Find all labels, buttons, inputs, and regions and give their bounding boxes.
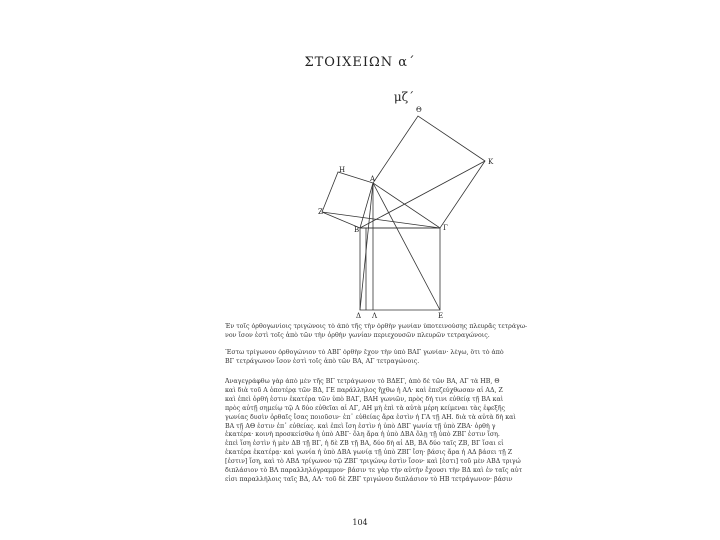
line-ae [373,183,440,310]
proof-line: καὶ ἐπεὶ ὀρθή ἐστιν ἑκατέρα τῶν ὑπὸ ΒΑΓ, ΒΑΗ γωνιῶν, πρὸς δή τινι εὐθείᾳ τῇ ΒΑ καὶ [225,395,504,403]
proof-line: ἑκατέρα ἑκατέρᾳ· καὶ γωνία ἡ ὑπὸ ΔΒΑ γωνίᾳ τῇ ὑπὸ ΖΒΓ ἴση· βάσις ἄρα ἡ ΑΔ βάσει τῇ Ζ [225,449,513,457]
proof-line: ἐπεὶ ἴση ἐστὶν ἡ μὲν ΔΒ τῇ ΒΓ, ἡ δὲ ΖΒ τῇ ΒΑ, δύο δὴ αἱ ΔΒ, ΒΑ δύο ταῖς ΖΒ, ΒΓ ἴσαι εἰ [225,440,504,448]
proof [225,378,580,485]
square-on-ba [322,172,373,228]
proof-line: ΒΑ τῇ ΑΘ ἐστιν ἐπ᾽ εὐθείας. καὶ ἐπεὶ ἴση ἐστὶν ἡ ὑπὸ ΔΒΓ γωνία τῇ ὑπὸ ΖΒΑ· ὀρθὴ γ [225,422,496,430]
proof-line: Ἀναγεγράφθω γὰρ ἀπὸ μὲν τῆς ΒΓ τετράγωνον τὸ ΒΔΕΓ, ἀπὸ δὲ τῶν ΒΑ, ΑΓ τὰ ΗΒ, Θ [225,378,500,385]
enunciation-line: νον ἴσον ἐστὶ τοῖς ἀπὸ τῶν τὴν ὀρθὴν γωνίαν περιεχουσῶν πλευρῶν τετραγώνοις. [225,331,490,339]
proof-line: εἰσι παραλλήλοις ταῖς ΒΔ, ΑΛ· τοῦ δὲ ΖΒΓ τριγώνου διπλάσιον τὸ ΗΒ τετράγωνον· βάσιν [225,475,513,483]
line-ad [360,183,373,310]
label-b: B [354,226,360,234]
running-header: ΣΤΟΙΧΕΙΩΝ α΄ [304,55,416,70]
setting-out [225,349,580,367]
page-number: 104 [352,518,368,527]
proof-line: γωνίας δυσὶν ὀρθαῖς ἴσας ποιοῦσιν· ἐπ᾽ εὐθείας ἄρα ἐστὶν ἡ ΓΑ τῇ ΑΗ. διὰ τὰ αὐτὰ δὴ καὶ [225,413,516,421]
label-a: A [370,175,376,183]
square-bdeg [360,228,440,310]
proposition-number: μζ΄ [393,90,415,104]
label-k: K [488,158,494,166]
enunciation-line: Ἐν τοῖς ὀρθογωνίοις τριγώνοις τὸ ἀπὸ τῆς τὴν ὀρθὴν γωνίαν ὑποτεινούσης πλευρᾶς τετράγω- [225,323,528,330]
proof-line: καὶ διὰ τοῦ Α ὁποτέρᾳ τῶν ΒΔ, ΓΕ παράλληλος ἤχθω ἡ ΑΛ· καὶ ἐπεζεύχθωσαν αἱ ΑΔ, Ζ [225,386,503,394]
proof-line: [ἐστιν] ἴση, καὶ τὸ ΑΒΔ τρίγωνον τῷ ΖΒΓ τριγώνῳ ἐστὶν ἴσον· καὶ [ἐστι] τοῦ μὲν ΑΒΔ τριγώ [225,458,521,466]
label-g: Γ [443,224,448,232]
setting-out-line: Ἔστω τρίγωνον ὀρθογώνιον τὸ ΑΒΓ ὀρθὴν ἔχον τὴν ὑπὸ ΒΑΓ γωνίαν· λέγω, ὅτι τὸ ἀπὸ [225,349,504,356]
label-z: Z [318,208,323,216]
label-d: Δ [356,312,362,320]
label-l: Λ [372,312,378,320]
label-h: H [339,166,346,174]
enunciation [225,323,580,341]
proof-line: πρὸς αὐτῇ σημείῳ τῷ Α δύο εὐθεῖαι αἱ ΑΓ, ΑΗ μὴ ἐπὶ τὰ αὐτὰ μέρη κείμεναι τὰς ἐφεξῆς [225,404,506,412]
proof-line: ἑκατέρα· κοινὴ προσκείσθω ἡ ὑπὸ ΑΒΓ· ὅλη ἄρα ἡ ὑπὸ ΔΒΑ ὅλῃ τῇ ὑπὸ ΖΒΓ ἐστιν ἴση. [225,431,500,439]
square-on-ag [373,116,485,228]
label-e: E [438,312,444,320]
setting-out-line: ΒΓ τετράγωνον ἴσον ἐστὶ τοῖς ἀπὸ τῶν ΒΑ, ΑΓ τετραγώνοις. [225,357,420,365]
label-theta: Θ [416,106,422,114]
proof-line: διπλάσιον τὸ ΒΛ παραλληλόγραμμον· βάσιν τε γὰρ τὴν αὐτὴν ἔχουσι τὴν ΒΔ καὶ ἐν ταῖς αὐτ [225,467,523,475]
line-zg [322,212,440,228]
